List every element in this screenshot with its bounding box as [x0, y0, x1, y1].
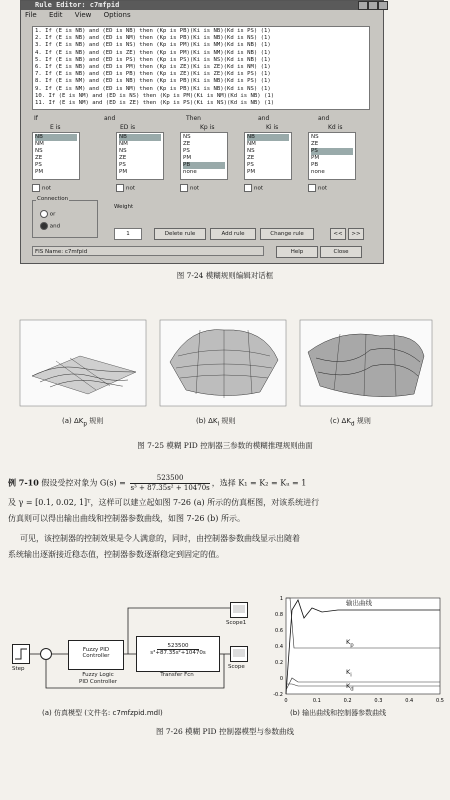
list-option[interactable]: NB — [119, 134, 161, 141]
scope1-block[interactable] — [230, 602, 248, 618]
plot-frame — [286, 598, 440, 694]
maximize-icon[interactable] — [368, 1, 378, 10]
surface-plots — [10, 316, 442, 412]
list-option[interactable]: NM — [247, 141, 256, 147]
surface-plot-kd — [300, 320, 432, 406]
add-rule-button[interactable]: Add rule — [210, 228, 256, 240]
list-option[interactable]: ZE — [183, 141, 191, 147]
list-option[interactable]: PS — [247, 162, 254, 168]
rule-item[interactable]: 3. If (E is NB) and (ED is NS) then (Kp is PM)(Ki is NM)(Kd is NB) (1) — [35, 42, 271, 49]
connection-label: Connection — [37, 196, 69, 202]
or-radio[interactable]: or — [40, 210, 55, 218]
fig26-caption: 图 7-26 模糊 PID 控制器模型与参数曲线 — [156, 727, 294, 736]
x-tick-label: 0 — [284, 698, 288, 704]
fig25-sub-b: (b) $\Delta K_i$ 规则 — [196, 417, 236, 428]
list-option[interactable]: PM — [247, 169, 256, 175]
status-bar: FIS Name: c7mfpid — [32, 246, 264, 256]
fig26-sub-a: (a) 仿真模型 (文件名: c7mfzpid.mdl) — [42, 709, 163, 717]
rule-item[interactable]: 5. If (E is NB) and (ED is PS) then (Kp is PS)(Ki is NS)(Kd is NB) (1) — [35, 56, 271, 63]
help-button[interactable]: Help — [276, 246, 318, 258]
list-option[interactable]: NS — [311, 134, 319, 140]
col-kp: Kp is — [200, 124, 215, 131]
fig26-sub-b: (b) 输出曲线和控制器参数曲线 — [290, 709, 387, 717]
scope1-label: Scope1 — [226, 620, 247, 626]
minimize-icon[interactable] — [358, 1, 368, 10]
ki-label: $K_i$ — [346, 668, 352, 679]
ki-listbox[interactable] — [244, 132, 292, 180]
list-option[interactable]: PB — [183, 162, 225, 169]
list-option[interactable]: NB — [35, 134, 77, 141]
rule-item[interactable]: 11. If (E is NM) and (ED is ZE) then (Kp is PS)(Ki is NS)(Kd is NB) (1) — [35, 100, 275, 107]
fuzzy-block-label: Fuzzy Logic PID Controller — [79, 672, 117, 685]
not-checkbox-ki[interactable]: not — [244, 184, 263, 192]
next-button[interactable]: >> — [348, 228, 364, 240]
y-tick-label: 0.8 — [275, 612, 283, 618]
y-tick-label: -0.2 — [273, 692, 283, 698]
list-option[interactable]: NS — [183, 134, 191, 140]
example-line-4: 可见，该控制器的控制效果是令人满意的，同时，由控制器参数曲线显示出随着 — [20, 534, 300, 543]
rule-item[interactable]: 1. If (E is NB) and (ED is NB) then (Kp is PB)(Ki is NB)(Kd is PS) (1) — [35, 28, 271, 34]
menu-file[interactable]: File — [25, 11, 37, 19]
list-option[interactable]: PM — [35, 169, 44, 175]
then-label: Then — [186, 115, 201, 122]
change-rule-button[interactable]: Change rule — [260, 228, 314, 240]
scope-block[interactable] — [230, 646, 248, 662]
col-ki: Ki is — [266, 124, 279, 131]
kd-label: $K_d$ — [346, 682, 354, 693]
list-option[interactable]: PB — [311, 162, 319, 168]
weight-input[interactable]: 1 — [114, 228, 142, 240]
fuzzy-pid-block[interactable]: Fuzzy PID Controller — [68, 640, 124, 670]
example-line-2: 及 γ = [0.1, 0.02, 1]ᵀ，这样可以建立起如图 7-26 (a) 所示的仿真框图，对该系统进行 — [8, 498, 320, 507]
list-option[interactable]: none — [311, 169, 325, 175]
list-option[interactable]: ZE — [35, 155, 43, 161]
step-block[interactable] — [12, 644, 30, 664]
close-icon[interactable] — [378, 1, 388, 10]
list-option[interactable]: NS — [247, 148, 255, 154]
and-label: and — [104, 115, 116, 122]
scope1-icon — [233, 605, 245, 613]
fig25-caption: 图 7-25 模糊 PID 控制器三参数的模糊推理规则曲面 — [137, 441, 313, 450]
fig25-sub-a: (a) $\Delta K_p$ 规则 — [62, 417, 104, 428]
sum-block[interactable] — [40, 648, 52, 660]
y-tick-label: 0.2 — [275, 660, 283, 666]
list-option[interactable]: PS — [35, 162, 42, 168]
kp-label: $K_p$ — [346, 638, 354, 649]
x-tick-label: 0.5 — [436, 698, 444, 704]
y-tick-label: 1 — [279, 596, 283, 602]
not-checkbox-kd[interactable]: not — [308, 184, 327, 192]
transfer-fcn-label: Transfer Fcn — [160, 672, 194, 678]
list-option[interactable]: none — [183, 169, 197, 175]
e-listbox[interactable] — [32, 132, 80, 180]
example-line-1: 例 7-10 假设受控对象为 G(s) = $\frac{523500}{\text{s³ + 87.35s² + 10470s}}$ ，选择 K₁ = K₂ = Kᵤ = 1 — [8, 474, 307, 492]
list-option[interactable]: ZE — [119, 155, 127, 161]
rule-item[interactable]: 4. If (E is NB) and (ED is ZE) then (Kp is PM)(Ki is NM)(Kd is NB) (1) — [35, 49, 271, 56]
list-option[interactable]: NM — [119, 141, 128, 147]
list-option[interactable]: PM — [183, 155, 192, 161]
scope-icon — [233, 649, 245, 657]
delete-rule-button[interactable]: Delete rule — [154, 228, 206, 240]
output-curve-label: 输出曲线 — [346, 599, 372, 607]
rule-item[interactable]: 2. If (E is NB) and (ED is NM) then (Kp is PB)(Ki is NB)(Kd is NS) (1) — [35, 35, 271, 42]
connection-group — [32, 200, 98, 238]
list-option[interactable]: NM — [35, 141, 44, 147]
y-tick-label: 0.4 — [275, 644, 283, 650]
example-line-5: 系统输出逐渐接近稳态值，控制器参数逐渐稳定到固定的值。 — [8, 550, 224, 559]
close-button[interactable]: Close — [320, 246, 362, 258]
response-plot — [268, 594, 446, 706]
menu-view[interactable]: View — [74, 11, 92, 19]
list-option[interactable]: PM — [311, 155, 320, 161]
list-option[interactable]: ZE — [311, 141, 319, 147]
fig25-sub-c: (c) $\Delta K_d$ 规则 — [330, 417, 371, 428]
rule-item[interactable]: 9. If (E is NM) and (ED is NM) then (Kp is PB)(Ki is NB)(Kd is NS) (1) — [35, 85, 271, 92]
surface-plot-ki — [160, 320, 286, 406]
weight-label: Weight — [114, 204, 134, 210]
rule-item[interactable]: 10. If (E is NM) and (ED is NS) then (Kp is PM)(Ki is NM)(Kd is NB) (1) — [35, 92, 275, 99]
step-label: Step — [12, 666, 25, 672]
example-line-3: 仿真则可以得出输出曲线和控制器参数曲线，如图 7-26 (b) 所示。 — [8, 514, 245, 523]
and-radio[interactable]: and — [40, 222, 60, 230]
window-title: Rule Editor: c7mfpid — [21, 1, 383, 10]
list-option[interactable]: PM — [119, 169, 128, 175]
if-label: If — [34, 115, 38, 122]
surface-plot-kp — [20, 320, 146, 406]
ed-listbox[interactable] — [116, 132, 164, 180]
col-kd: Kd is — [328, 124, 343, 131]
scope-label: Scope — [228, 664, 245, 670]
and-label-3: and — [318, 115, 330, 122]
col-ed: ED is — [120, 124, 136, 131]
step-icon — [13, 645, 29, 663]
rule-item[interactable]: 8. If (E is NM) and (ED is NB) then (Kp is PB)(Ki is NB)(Kd is PS) (1) — [35, 78, 271, 85]
list-option[interactable]: PS — [183, 148, 190, 154]
rule-item[interactable]: 6. If (E is NB) and (ED is PM) then (Kp is ZE)(Ki is ZE)(Kd is NM) (1) — [35, 64, 271, 71]
menu-options[interactable]: Options — [103, 11, 131, 19]
list-option[interactable]: NB — [247, 134, 289, 141]
list-option[interactable]: NS — [35, 148, 43, 154]
transfer-fcn-block[interactable]: 523500 s³+87.35s²+10470s — [136, 636, 220, 672]
x-tick-label: 0.2 — [343, 698, 352, 704]
x-tick-label: 0.4 — [405, 698, 414, 704]
kp-listbox[interactable] — [180, 132, 228, 180]
col-e: E is — [50, 124, 61, 131]
fig24-caption: 图 7-24 模糊规则编辑对话框 — [176, 271, 274, 280]
rule-item[interactable]: 7. If (E is NB) and (ED is PB) then (Kp is ZE)(Ki is ZE)(Kd is PS) (1) — [35, 71, 271, 78]
menu-edit[interactable]: Edit — [48, 11, 63, 19]
list-option[interactable]: PS — [311, 148, 353, 155]
not-checkbox-kp[interactable]: not — [180, 184, 199, 192]
prev-button[interactable]: << — [330, 228, 346, 240]
menu-bar — [21, 10, 383, 21]
y-tick-label: 0 — [279, 676, 283, 682]
list-option[interactable]: PS — [119, 162, 126, 168]
rule-list[interactable] — [32, 26, 370, 110]
x-tick-label: 0.3 — [374, 698, 383, 704]
not-checkbox-e[interactable]: not — [32, 184, 51, 192]
list-option[interactable]: ZE — [247, 155, 255, 161]
not-checkbox-ed[interactable]: not — [116, 184, 135, 192]
kd-listbox[interactable] — [308, 132, 356, 180]
list-option[interactable]: NS — [119, 148, 127, 154]
and-label-2: and — [258, 115, 270, 122]
y-tick-label: 0.6 — [275, 628, 283, 634]
x-tick-label: 0.1 — [312, 698, 321, 704]
